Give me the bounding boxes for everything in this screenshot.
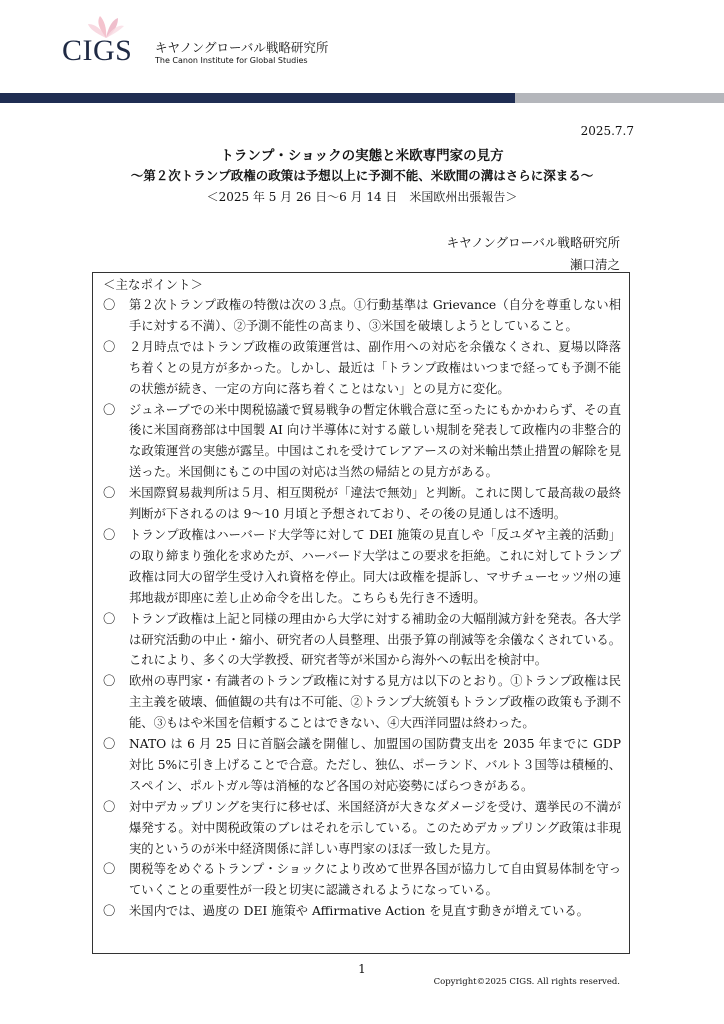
bullet-circle-icon: 〇 (103, 862, 116, 877)
author-name: 瀬口清之 (569, 257, 620, 272)
bullet-circle-icon: 〇 (103, 339, 116, 354)
page-header (0, 0, 724, 110)
key-point-text: ジュネーブでの米中関税協議で貿易戦争の暫定休戦合意に至ったにもかかわらず、その直後に米国商務部は中国製 AI 向け半導体に対する厳しい規制を発表して政権内の非整合的な政策運営の実態が露呈。中国はこれを受けてレアアースの対米輸出禁止措置の解除を見送った。米国側にもこの中国の対応は当然の帰結との見方がある。 (129, 402, 621, 480)
key-point-text: ２月時点ではトランプ政権の政策運営は、副作用への対応を余儀なくされ、夏場以降落ち着くとの見方が多かった。しかし、最近は「トランプ政権はいつまで経っても予測不能の状態が続き、一定の方向に落ち着くことはない」との見方に変化。 (129, 339, 621, 396)
key-point-text: 米国際貿易裁判所は５月、相互関税が「違法で無効」と判断。これに関して最高裁の最終判断が下されるのは 9～10 月頃と予想されており、その後の見通しは不透明。 (129, 486, 621, 522)
institute-name-en: The Canon Institute for Global Studies (155, 56, 308, 65)
author-organization: キヤノングローバル戦略研究所 (446, 235, 620, 250)
key-point-text: トランプ政権は上記と同様の理由から大学に対する補助金の大幅削減方針を発表。各大学は研究活動の中止・縮小、研究者の人員整理、出張予算の削減等を余儀なくされている。これにより、多くの大学教授、研究者等が米国から海外への転出を検討中。 (129, 611, 621, 668)
key-point-text: 欧州の専門家・有識者のトランプ政権に対する見方は以下のとおり。①トランプ政権は民主主義を破壊、価値観の共有は不可能、②トランプ大統領もトランプ政権の政策も予測不能、③もはや米国を信頼することはできない、④大西洋同盟は終わった。 (129, 674, 621, 731)
key-point-item (103, 337, 621, 400)
key-point-item (103, 901, 621, 922)
bullet-circle-icon: 〇 (103, 527, 116, 542)
bullet-circle-icon: 〇 (103, 737, 116, 752)
key-point-text: NATO は 6 月 25 日に首脳会議を開催し、加盟国の国防費支出を 2035 年までに GDP 対比 5%に引き上げることで合意。ただし、独仏、ポーランド、バルト３国等は積極的、スペイン、ポルトガル等は消極的など各国の対応姿勢にばらつきがある。 (129, 737, 621, 793)
key-point-item (103, 609, 621, 672)
key-point-item (103, 671, 621, 734)
key-point-item (103, 859, 621, 901)
document-date: 2025.7.7 (580, 124, 634, 138)
key-point-item (103, 525, 621, 609)
key-point-item (103, 483, 621, 525)
trip-info: ＜2025 年 5 月 26 日～6 月 14 日 米国欧州出張報告＞ (206, 190, 518, 204)
key-point-item (103, 734, 621, 797)
header-band-navy (0, 93, 515, 103)
document-subtitle: ～第２次トランプ政権の政策は予想以上に予測不能、米欧間の溝はさらに深まる～ (130, 168, 594, 183)
bullet-circle-icon: 〇 (103, 486, 116, 501)
key-point-text: 対中デカップリングを実行に移せば、米国経済が大きなダメージを受け、選挙民の不満が爆発する。対中関税政策のブレはそれを示している。このためデカップリング政策は非現実的というのが米中経済関係に詳しい専門家のほぼ一致した見方。 (129, 799, 621, 856)
document-title: トランプ・ショックの実態と米欧専門家の見方 (220, 148, 504, 164)
institute-name-jp: キヤノングローバル戦略研究所 (155, 40, 329, 55)
key-points-heading: ＜主なポイント＞ (103, 277, 204, 292)
key-point-text: 第２次トランプ政権の特徴は次の３点。①行動基準は Grievance（自分を尊重しない相手に対する不満）、②予測不能性の高まり、③米国を破壊しようとしていること。 (129, 298, 621, 333)
key-point-item (103, 295, 621, 337)
bullet-circle-icon: 〇 (103, 402, 116, 417)
bullet-circle-icon: 〇 (103, 904, 116, 919)
key-point-text: 関税等をめぐるトランプ・ショックにより改めて世界各国が協力して自由貿易体制を守っていくことの重要性が一段と切実に認識されるようになっている。 (129, 862, 621, 898)
cigs-logo: CIGS (62, 34, 133, 67)
key-point-text: トランプ政権はハーバード大学等に対して DEI 施策の見直しや「反ユダヤ主義的活動」の取り締まり強化を求めたが、ハーバード大学はこの要求を拒絶。これに対してトランプ政権は同大の留学生受け入れ資格を停止。同大は政権を提訴し、マサチューセッツ州の連邦地裁が即座に差し止め命令を出した。こちらも先行き不透明。 (129, 527, 621, 605)
key-points-box (92, 272, 630, 954)
key-point-item (103, 797, 621, 860)
bullet-circle-icon: 〇 (103, 298, 116, 312)
page-number: 1 (358, 962, 366, 976)
header-band-gray (515, 93, 724, 103)
key-point-text: 米国内では、過度の DEI 施策や Affirmative Action を見直す動きが増えている。 (129, 904, 589, 919)
bullet-circle-icon: 〇 (103, 799, 116, 814)
bullet-circle-icon: 〇 (103, 611, 116, 626)
key-point-item (103, 400, 621, 484)
bullet-circle-icon: 〇 (103, 674, 116, 689)
copyright-notice: Copyright©2025 CIGS. All rights reserved. (433, 977, 620, 987)
